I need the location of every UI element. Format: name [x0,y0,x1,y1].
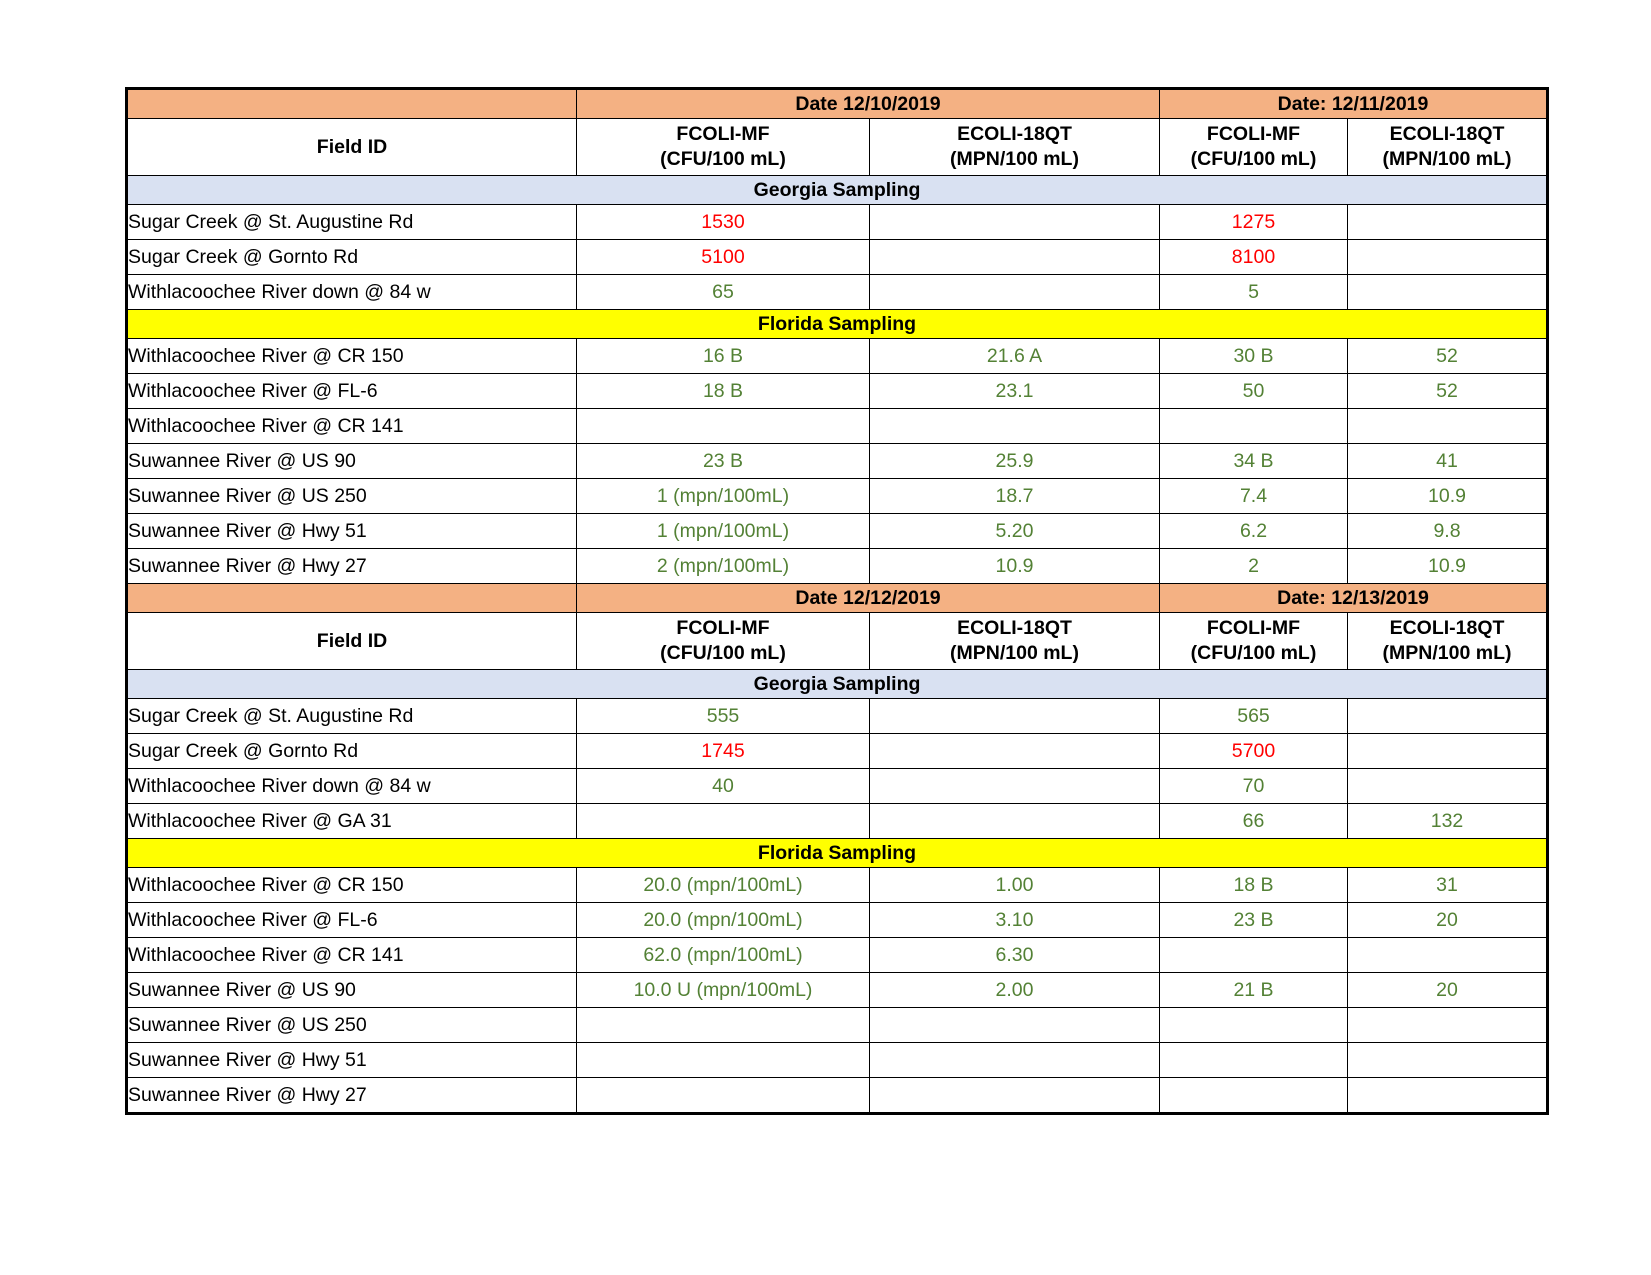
column-header-c1 [577,119,870,176]
column-header-unit: (CFU/100 mL) [1190,148,1317,170]
site-name: Withlacoochee River @ CR 141 [127,938,577,973]
table-row [127,409,1548,444]
value-cell: 41 [1348,444,1548,479]
value-cell [577,1008,870,1043]
value-cell [1348,699,1548,734]
table-row [127,734,1548,769]
value-cell: 132 [1348,804,1548,839]
value-cell [870,769,1160,804]
column-header-method: FCOLI-MF [676,617,770,639]
table-row [127,549,1548,584]
georgia-section-label: Georgia Sampling [127,176,1548,205]
value-cell: 2 (mpn/100mL) [577,549,870,584]
florida-section-row [127,839,1548,868]
sampling-results-table [125,87,1549,1115]
table-row [127,444,1548,479]
table-row [127,479,1548,514]
site-name: Suwannee River @ Hwy 51 [127,1043,577,1078]
site-name: Suwannee River @ Hwy 27 [127,549,577,584]
table-row [127,1008,1548,1043]
column-header-row [127,613,1548,670]
value-cell: 25.9 [870,444,1160,479]
value-cell [870,804,1160,839]
value-cell [870,1008,1160,1043]
table-row [127,339,1548,374]
column-header-unit: (CFU/100 mL) [1190,642,1317,664]
site-name: Withlacoochee River down @ 84 w [127,769,577,804]
value-cell: 70 [1160,769,1348,804]
value-cell: 30 B [1160,339,1348,374]
site-name: Sugar Creek @ St. Augustine Rd [127,699,577,734]
value-cell [1160,409,1348,444]
table-row [127,769,1548,804]
value-cell: 5700 [1160,734,1348,769]
value-cell: 5 [1160,275,1348,310]
value-cell: 1275 [1160,205,1348,240]
value-cell: 10.9 [1348,549,1548,584]
value-cell: 6.2 [1160,514,1348,549]
field-id-header: Field ID [127,119,577,176]
site-name: Suwannee River @ US 250 [127,479,577,514]
date-left-label: Date 12/12/2019 [577,584,1160,613]
table-row [127,804,1548,839]
table-row [127,903,1548,938]
date-header-row [127,89,1548,119]
table-row [127,240,1548,275]
value-cell: 1745 [577,734,870,769]
column-header-c1 [577,613,870,670]
value-cell: 565 [1160,699,1348,734]
value-cell: 23 B [577,444,870,479]
column-header-c3 [1160,119,1348,176]
site-name: Suwannee River @ US 90 [127,973,577,1008]
site-name: Sugar Creek @ St. Augustine Rd [127,205,577,240]
value-cell: 10.0 U (mpn/100mL) [577,973,870,1008]
site-name: Suwannee River @ Hwy 27 [127,1078,577,1114]
value-cell: 2.00 [870,973,1160,1008]
value-cell [870,205,1160,240]
site-name: Withlacoochee River @ CR 141 [127,409,577,444]
value-cell: 8100 [1160,240,1348,275]
value-cell [577,1078,870,1114]
georgia-section-label: Georgia Sampling [127,670,1548,699]
value-cell: 21 B [1160,973,1348,1008]
column-header-c2 [870,613,1160,670]
table-row [127,973,1548,1008]
value-cell: 6.30 [870,938,1160,973]
column-header-unit: (MPN/100 mL) [950,148,1079,170]
florida-section-label: Florida Sampling [127,839,1548,868]
value-cell: 34 B [1160,444,1348,479]
column-header-c3 [1160,613,1348,670]
column-header-method: ECOLI-18QT [1389,123,1505,145]
column-header-row [127,119,1548,176]
value-cell: 18 B [1160,868,1348,903]
table-row [127,514,1548,549]
value-cell [1160,1008,1348,1043]
date-blank-cell [127,584,577,613]
value-cell: 66 [1160,804,1348,839]
value-cell: 21.6 A [870,339,1160,374]
column-header-unit: (CFU/100 mL) [660,148,786,170]
table-row [127,938,1548,973]
value-cell [870,275,1160,310]
site-name: Sugar Creek @ Gornto Rd [127,240,577,275]
value-cell: 1 (mpn/100mL) [577,514,870,549]
column-header-c4 [1348,613,1548,670]
table-row [127,1078,1548,1114]
date-header-row [127,584,1548,613]
site-name: Withlacoochee River @ CR 150 [127,868,577,903]
value-cell [870,409,1160,444]
column-header-method: FCOLI-MF [1206,123,1301,145]
florida-section-row [127,310,1548,339]
value-cell: 5100 [577,240,870,275]
date-right-label: Date: 12/11/2019 [1160,89,1548,119]
value-cell: 40 [577,769,870,804]
value-cell: 23 B [1160,903,1348,938]
site-name: Withlacoochee River down @ 84 w [127,275,577,310]
value-cell [1348,240,1548,275]
value-cell [870,699,1160,734]
column-header-unit: (MPN/100 mL) [1382,148,1512,170]
georgia-section-row [127,176,1548,205]
value-cell: 52 [1348,339,1548,374]
value-cell [1160,938,1348,973]
date-right-label: Date: 12/13/2019 [1160,584,1548,613]
site-name: Suwannee River @ Hwy 51 [127,514,577,549]
column-header-method: ECOLI-18QT [1389,617,1505,639]
value-cell: 31 [1348,868,1548,903]
value-cell: 16 B [577,339,870,374]
value-cell: 18 B [577,374,870,409]
field-id-header: Field ID [127,613,577,670]
value-cell [1348,205,1548,240]
value-cell [577,804,870,839]
value-cell [870,1078,1160,1114]
column-header-c4 [1348,119,1548,176]
value-cell [1348,1008,1548,1043]
table-row [127,1043,1548,1078]
date-left-label: Date 12/10/2019 [577,89,1160,119]
value-cell: 1.00 [870,868,1160,903]
value-cell: 555 [577,699,870,734]
value-cell: 23.1 [870,374,1160,409]
site-name: Withlacoochee River @ CR 150 [127,339,577,374]
value-cell [1348,1078,1548,1114]
value-cell: 18.7 [870,479,1160,514]
site-name: Suwannee River @ US 250 [127,1008,577,1043]
site-name: Suwannee River @ US 90 [127,444,577,479]
value-cell [1348,1043,1548,1078]
value-cell: 9.8 [1348,514,1548,549]
value-cell: 65 [577,275,870,310]
date-blank-cell [127,89,577,119]
table-row [127,868,1548,903]
value-cell [1348,938,1548,973]
value-cell: 1 (mpn/100mL) [577,479,870,514]
value-cell: 20 [1348,903,1548,938]
value-cell [1348,409,1548,444]
value-cell: 20.0 (mpn/100mL) [577,903,870,938]
value-cell: 5.20 [870,514,1160,549]
column-header-unit: (MPN/100 mL) [950,642,1079,664]
value-cell [870,734,1160,769]
table-row [127,205,1548,240]
column-header-method: FCOLI-MF [676,123,770,145]
value-cell: 7.4 [1160,479,1348,514]
value-cell: 10.9 [1348,479,1548,514]
value-cell [1348,734,1548,769]
table-row [127,374,1548,409]
georgia-section-row [127,670,1548,699]
column-header-method: ECOLI-18QT [957,617,1072,639]
value-cell [1348,275,1548,310]
value-cell [577,1043,870,1078]
value-cell: 1530 [577,205,870,240]
value-cell: 10.9 [870,549,1160,584]
value-cell: 62.0 (mpn/100mL) [577,938,870,973]
site-name: Withlacoochee River @ GA 31 [127,804,577,839]
column-header-method: ECOLI-18QT [957,123,1072,145]
site-name: Withlacoochee River @ FL-6 [127,374,577,409]
value-cell [1160,1043,1348,1078]
site-name: Sugar Creek @ Gornto Rd [127,734,577,769]
column-header-unit: (CFU/100 mL) [660,642,786,664]
value-cell [577,409,870,444]
value-cell: 52 [1348,374,1548,409]
value-cell: 50 [1160,374,1348,409]
column-header-unit: (MPN/100 mL) [1382,642,1512,664]
florida-section-label: Florida Sampling [127,310,1548,339]
value-cell: 20.0 (mpn/100mL) [577,868,870,903]
table-row [127,275,1548,310]
value-cell: 2 [1160,549,1348,584]
column-header-method: FCOLI-MF [1206,617,1301,639]
column-header-c2 [870,119,1160,176]
value-cell: 3.10 [870,903,1160,938]
value-cell [1160,1078,1348,1114]
value-cell [870,1043,1160,1078]
value-cell [1348,769,1548,804]
site-name: Withlacoochee River @ FL-6 [127,903,577,938]
value-cell: 20 [1348,973,1548,1008]
table-row [127,699,1548,734]
value-cell [870,240,1160,275]
